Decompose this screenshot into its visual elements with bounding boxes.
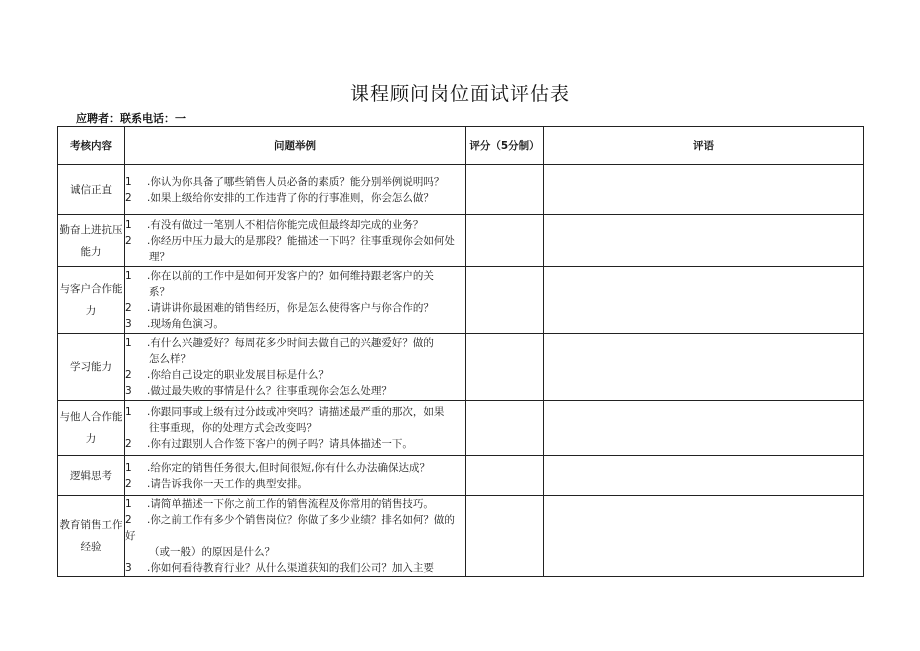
table-row <box>58 267 864 334</box>
score-cell[interactable] <box>466 496 544 577</box>
table-row <box>58 456 864 496</box>
question-item <box>125 404 465 420</box>
question-item <box>125 268 465 284</box>
comment-cell[interactable] <box>544 496 864 577</box>
question-item <box>125 174 465 190</box>
question-text: .现场角色演习。 <box>147 318 224 330</box>
question-number: 2 <box>125 477 132 490</box>
question-text: .给你定的销售任务很大,但时间很短,你有什么办法确保达成？ <box>147 461 431 474</box>
evaluation-table <box>57 126 864 577</box>
question-text: .有什么兴趣爱好？每周花多少时间去做自己的兴趣爱好？做的 <box>147 337 434 349</box>
questions-cell <box>125 215 466 267</box>
question-text: .请告诉我你一天工作的典型安排。 <box>147 477 308 490</box>
question-item <box>125 476 465 492</box>
question-item <box>125 383 465 399</box>
questions-cell <box>125 334 466 401</box>
question-text: .请讲讲你最困难的销售经历，你是怎么使得客户与你合作的？ <box>147 302 434 314</box>
table-row <box>58 401 864 456</box>
header-category: 考核内容 <box>58 127 125 165</box>
questions-cell <box>125 496 466 577</box>
comment-cell[interactable] <box>544 334 864 401</box>
question-number: 3 <box>125 562 132 574</box>
question-number: 2 <box>125 234 132 247</box>
question-text: .请简单描述一下你之前工作的销售流程及你常用的销售技巧。 <box>147 498 434 510</box>
question-item <box>125 367 465 383</box>
question-continuation: 怎么样？ <box>149 353 191 365</box>
question-text: .有没有做过一笔别人不相信你能完成但最终却完成的业务？ <box>147 218 424 231</box>
question-item <box>125 512 465 544</box>
question-item <box>125 496 465 512</box>
score-cell[interactable] <box>466 267 544 334</box>
question-item <box>125 300 465 316</box>
question-number: 2 <box>125 438 132 450</box>
table-body <box>58 165 864 577</box>
comment-cell[interactable] <box>544 456 864 496</box>
table-row <box>58 165 864 215</box>
questions-cell <box>125 456 466 496</box>
question-text: .做过最失败的事情是什么？往事重现你会怎么处理？ <box>147 385 392 397</box>
score-cell[interactable] <box>466 334 544 401</box>
category-cell: 教育销售工作经验 <box>58 496 125 577</box>
question-number: 1 <box>125 218 132 231</box>
question-text: .你之前工作有多少个销售岗位？你做了多少业绩？排名如何？做的好 <box>125 514 455 542</box>
category-cell: 学习能力 <box>58 334 125 401</box>
comment-cell[interactable] <box>544 215 864 267</box>
table-row <box>58 496 864 577</box>
header-comment: 评语 <box>544 127 864 165</box>
questions-cell <box>125 165 466 215</box>
header-questions: 问题举例 <box>125 127 466 165</box>
question-text: .你经历中压力最大的是那段？能描述一下吗？往事重现你会如何处 <box>147 234 455 247</box>
score-cell[interactable] <box>466 215 544 267</box>
question-number: 3 <box>125 385 132 397</box>
questions-cell <box>125 401 466 456</box>
question-number: 1 <box>125 406 132 418</box>
page-title: 课程顾问岗位面试评估表 <box>349 83 570 105</box>
score-cell[interactable] <box>466 401 544 456</box>
question-number: 1 <box>125 175 132 188</box>
applicant-contact-line: 应聘者：联系电话：一 <box>76 112 186 125</box>
category-cell: 勤奋上进抗压能力 <box>58 215 125 267</box>
table-row <box>58 334 864 401</box>
question-continuation: （或一般）的原因是什么？ <box>149 546 275 558</box>
comment-cell[interactable] <box>544 267 864 334</box>
question-continuation: 系？ <box>149 286 170 298</box>
question-item <box>125 190 465 206</box>
score-cell[interactable] <box>466 165 544 215</box>
comment-cell[interactable] <box>544 165 864 215</box>
question-text: .你认为你具备了哪些销售人员必备的素质？能分别举例说明吗？ <box>147 175 445 188</box>
question-text: .你有过跟别人合作签下客户的例子吗？请具体描述一下。 <box>147 438 413 450</box>
question-continuation: 往事重现，你的处理方式会改变吗？ <box>149 422 317 434</box>
question-item <box>125 560 465 576</box>
question-number: 2 <box>125 191 132 204</box>
question-text: .你跟同事或上级有过分歧或冲突吗？请描述最严重的那次，如果 <box>147 406 445 418</box>
question-text: .你如何看待教育行业？从什么渠道获知的我们公司？加入主要 <box>147 562 434 574</box>
category-cell: 诚信正直 <box>58 165 125 215</box>
question-item <box>125 436 465 452</box>
questions-cell <box>125 267 466 334</box>
table-row <box>58 215 864 267</box>
question-number: 3 <box>125 318 132 330</box>
header-score: 评分（5分制） <box>466 127 544 165</box>
category-cell: 逻辑思考 <box>58 456 125 496</box>
question-text: .你在以前的工作中是如何开发客户的？如何维持跟老客户的关 <box>147 270 434 282</box>
category-cell: 与他人合作能力 <box>58 401 125 456</box>
question-number: 1 <box>125 461 132 474</box>
question-number: 2 <box>125 514 132 526</box>
question-item <box>125 316 465 332</box>
question-continuation: 理？ <box>149 250 170 263</box>
question-number: 2 <box>125 369 132 381</box>
question-item <box>125 335 465 351</box>
question-number: 1 <box>125 270 132 282</box>
question-text: .你给自己设定的职业发展目标是什么？ <box>147 369 329 381</box>
question-item <box>125 233 465 249</box>
score-cell[interactable] <box>466 456 544 496</box>
table-header-row <box>58 127 864 165</box>
question-number: 1 <box>125 337 132 349</box>
question-text: .如果上级给你安排的工作违背了你的行事准则，你会怎么做？ <box>147 191 434 204</box>
question-item <box>125 460 465 476</box>
category-cell: 与客户合作能力 <box>58 267 125 334</box>
comment-cell[interactable] <box>544 401 864 456</box>
question-number: 2 <box>125 302 132 314</box>
question-item <box>125 217 465 233</box>
question-number: 1 <box>125 498 132 510</box>
